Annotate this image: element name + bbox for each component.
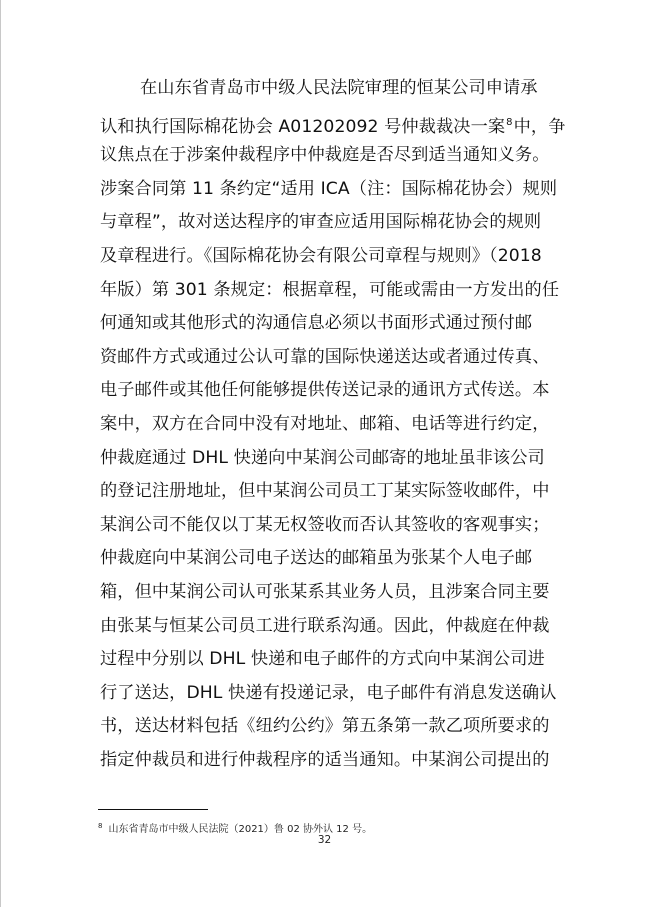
- page-left-edge: [0, 0, 1, 907]
- text-line: 案中，双方在合同中没有对地址、邮箱、电话等进行约定，: [100, 413, 550, 434]
- text-line: 的登记注册地址，但中某润公司员工丁某实际签收邮件，中: [100, 481, 550, 502]
- text-line-part: 认和执行国际棉花协会 A01202092 号仲裁裁决一案: [100, 116, 506, 137]
- body-paragraph: [100, 72, 566, 777]
- footnote-marker: 8: [98, 822, 103, 830]
- text-line: 书，送达材料包括《纽约公约》第五条第一款乙项所要求的: [100, 716, 550, 737]
- text-line: 议焦点在于涉案仲裁程序中仲裁庭是否尽到适当通知义务。: [100, 145, 550, 166]
- text-line: [100, 106, 566, 140]
- text-line: 过程中分别以 DHL 快递和电子邮件的方式向中某润公司进: [100, 649, 545, 670]
- text-line: 仲裁庭通过 DHL 快递向中某润公司邮寄的地址虽非该公司: [100, 447, 545, 468]
- text-line-part: 中，争: [513, 116, 566, 137]
- text-line: 与章程”，故对送达程序的审查应适用国际棉花协会的规则: [100, 212, 542, 233]
- text-line: 仲裁庭向中某润公司电子送达的邮箱虽为张某个人电子邮: [100, 548, 533, 569]
- text-line: 指定仲裁员和进行仲裁程序的适当通知。中某润公司提出的: [100, 749, 550, 770]
- text-line: 行了送达，DHL 快递有投递记录，电子邮件有消息发送确认: [100, 682, 557, 703]
- footnote-text: 山东省青岛市中级人民法院（2021）鲁 02 协外认 12 号。: [108, 824, 373, 835]
- text-line: 及章程进行。《国际棉花协会有限公司章程与规则》（2018: [100, 245, 542, 266]
- text-line: 由张某与恒某公司员工进行联系沟通。因此，仲裁庭在仲裁: [100, 615, 550, 636]
- text-line: 年版）第 301 条规定：根据章程，可能或需由一方发出的任: [100, 279, 560, 300]
- text-line: 电子邮件或其他任何能够提供传送记录的通讯方式传送。本: [100, 380, 550, 401]
- footnote-reference[interactable]: 8: [506, 116, 513, 128]
- text-line: 涉案合同第 11 条约定“适用 ICA（注：国际棉花协会）规则: [100, 178, 558, 199]
- footnote-divider: [98, 809, 208, 810]
- text-line: 某润公司不能仅以丁某无权签收而否认其签收的客观事实；: [100, 514, 550, 535]
- text-line: 资邮件方式或通过公认可靠的国际快递送达或者通过传真、: [100, 346, 550, 367]
- text-line: 何通知或其他形式的沟通信息必须以书面形式通过预付邮: [100, 313, 533, 334]
- text-line: 在山东省青岛市中级人民法院审理的恒某公司申请承: [140, 78, 538, 98]
- text-line: 箱，但中某润公司认可张某系其业务人员，且涉案合同主要: [100, 581, 550, 602]
- page-number: 32: [317, 834, 332, 846]
